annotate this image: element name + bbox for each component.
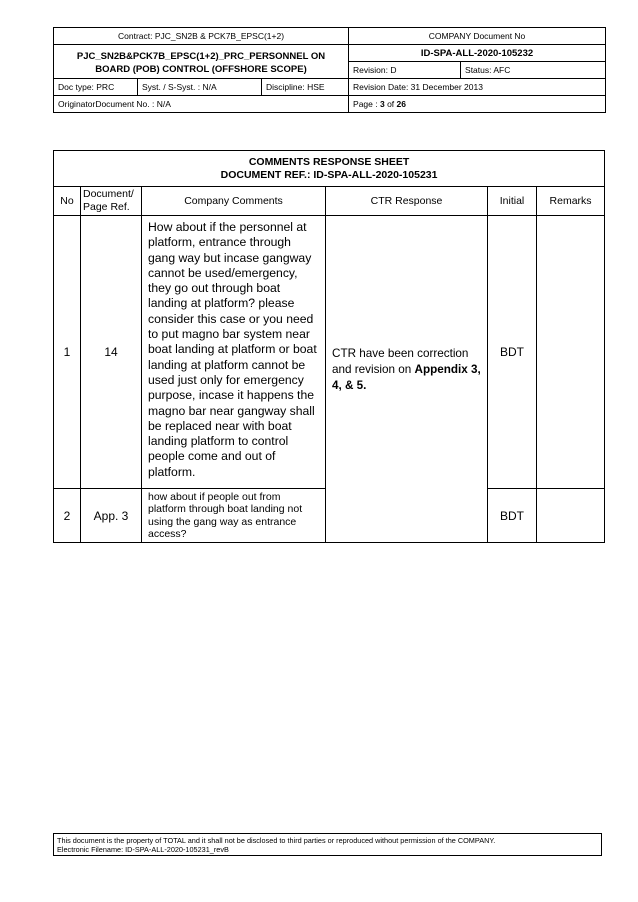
sheet-title-line1: COMMENTS RESPONSE SHEET (248, 155, 410, 168)
page-current: 3 (379, 99, 385, 109)
revision-label: Revision: D (349, 62, 461, 79)
row-page-ref: 14 (81, 216, 142, 489)
page-of: of (384, 99, 397, 109)
col-header-page-ref-line1: Document/ (83, 188, 134, 200)
row-number: 2 (54, 489, 81, 543)
sheet-title-line2: DOCUMENT REF.: ID-SPA-ALL-2020-105231 (220, 168, 438, 181)
company-doc-label: COMPANY Document No (349, 28, 606, 45)
ctr-response-cell (326, 216, 488, 543)
page-total: 26 (396, 99, 406, 109)
company-doc-number: ID-SPA-ALL-2020-105232 (349, 45, 606, 62)
col-header-company-comments: Company Comments (142, 187, 326, 216)
row-remarks (537, 489, 605, 543)
document-title-line1: PJC_SN2B&PCK7B_EPSC(1+2)_PRC_PERSONNEL ON (76, 50, 326, 62)
syst-label: Syst. / S-Syst. : N/A (138, 79, 262, 96)
doc-type-label: Doc type: PRC (54, 79, 138, 96)
sheet-title (54, 151, 605, 187)
col-header-initial: Initial (488, 187, 537, 216)
originator-doc-label: OriginatorDocument No. : N/A (54, 96, 349, 113)
col-header-ctr-response: CTR Response (326, 187, 488, 216)
status-label: Status: AFC (461, 62, 606, 79)
col-header-no: No (54, 187, 81, 216)
document-title-line2: BOARD (POB) CONTROL (OFFSHORE SCOPE) (95, 63, 307, 75)
document-header (53, 27, 606, 113)
footer-disclaimer: This document is the property of TOTAL and it shall not be disclosed to third parties or reproduced without permission of the COMPANY. (57, 836, 496, 845)
discipline-label: Discipline: HSE (262, 79, 349, 96)
row-page-ref: App. 3 (81, 489, 142, 543)
contract-label: Contract: PJC_SN2B & PCK7B_EPSC(1+2) (54, 28, 349, 45)
page-prefix: Page : (353, 99, 380, 109)
row-company-comment: How about if the personnel at platform, entrance through gang way but incase gangway cannot be used/emergency, they go out through boat landing at platform? please consider this case or you need to put magno bar system near boat landing at platform or boat landing at platform cannot be used just only for emergency purpose, incase it happens the magno bar near gangway shall be replaced near with boat landing platform to control people come and out of platform. (142, 216, 326, 489)
ctr-response-text: CTR have been correction and revision on (332, 347, 469, 377)
footer-filename: Electronic Filename: ID-SPA-ALL-2020-105231_revB (57, 845, 229, 854)
table-row (54, 216, 605, 489)
document-footer (53, 833, 602, 856)
ctr-response-bold: Appendix 3, 4, & 5. (332, 363, 481, 393)
col-header-page-ref-line2: Page Ref. (83, 201, 130, 213)
row-number: 1 (54, 216, 81, 489)
revision-date-label: Revision Date: 31 December 2013 (349, 79, 606, 96)
col-header-page-ref (81, 187, 142, 216)
row-initial: BDT (488, 489, 537, 543)
row-remarks (537, 216, 605, 489)
document-title (54, 45, 349, 79)
row-company-comment: how about if people out from platform through boat landing not using the gang way as entrance access? (142, 489, 326, 543)
col-header-remarks: Remarks (537, 187, 605, 216)
page-indicator (349, 96, 606, 113)
row-initial: BDT (488, 216, 537, 489)
comments-response-table (53, 150, 605, 543)
